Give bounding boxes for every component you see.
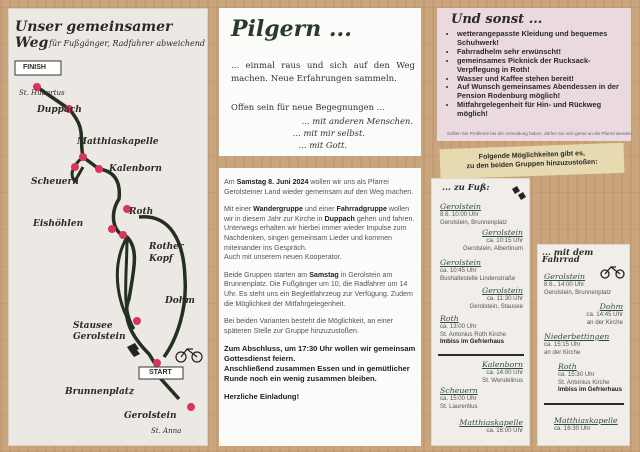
pilgern-quote-2: ... mit mir selbst. [292,128,365,138]
list-item: • Wasser und Kaffee stehen bereit! [457,75,629,84]
walk-stop: Gerolstein ca. 10:45 Uhr Bushaltestelle Lindenstraße [440,258,516,282]
und-sonst-list [441,30,629,119]
pilgern-offen: Offen sein für neue Begegnungen ... [231,102,385,112]
walk-stop: Roth ca. 13:00 Uhr St. Antonius Roth Kirche Imbiss im Gefrierhaus [440,314,507,345]
walking-schedule [431,178,530,446]
list-item: • Fahrradhelm sehr erwünscht! [457,48,629,57]
join-hint-label [440,143,625,179]
bike-stop: Matthiaskapelle ca. 16:30 Uhr [554,416,618,433]
place-gerolstein: Gerolstein [124,411,177,421]
map-subtitle: für Fußgänger, Radfahrer abweichend [49,39,206,48]
start-label: START [149,369,172,376]
pilgern-quote-1: ... mit anderen Menschen. [301,116,413,126]
place-scheuern: Scheuern [31,177,79,187]
walk-stop: Kalenborn ca. 14:00 Uhr St. Wendelinus [481,360,523,384]
place-rother-kopf: Rother Kopf [149,242,184,264]
walk-stop: Gerolstein ca. 10:15 Uhr Gerolstein, Albertinum [463,228,523,252]
invitation-text [219,168,421,446]
contact-note: Sollten Sie Probleme bei der Anmeldung haben, dürfen Sie sich gerne an die Pfarrei wenden. [447,131,633,136]
divider [544,403,624,405]
bike-stop: Roth ca. 15:30 Uhr St. Antonius Kirche Imbiss im Gefrierhaus [558,362,623,393]
walk-stop: Gerolstein ca. 11:30 Uhr Gerolstein, Stausee [469,286,523,310]
para-date: Am Samstag 8. Juni 2024 wollen wir uns als Pfarrei Gerolsteiner Land wieder gemeinsam auf den Weg machen. [224,178,414,196]
map-title: Unser gemeinsamer Weg [15,19,173,51]
route-map [8,8,208,446]
footprints-icon [510,185,528,201]
place-roth: Roth [129,207,154,217]
walk-stop: Scheuern ca. 15:00 Uhr St. Laurentius [440,386,478,410]
und-sonst-panel [437,8,631,141]
bike-stop: Niederbettingen ca. 15:15 Uhr an der Kirche [544,332,610,356]
place-st-anna: St. Anna [151,427,182,435]
join-hint-line-1: Folgende Möglichkeiten gibt es, [478,150,585,161]
place-stausee-gerolstein: Stausee Gerolstein [73,321,126,342]
pilgern-intro: ... einmal raus und sich auf den Weg machen. Neue Erfahrungen sammeln. [231,61,415,84]
join-hint-line-2: zu den beiden Gruppen hinzuzustoßen: [466,158,598,171]
bike-schedule [537,244,630,446]
para-essen: Anschließend zusammen Essen und in gemütlicher Runde noch ein wenig zusammen bleiben. [224,364,410,384]
walk-stop: Matthiaskapelle ca. 16:00 Uhr [459,418,523,435]
para-join: Bei beiden Varianten besteht die Möglichkeit, an einer späteren Stelle zur Gruppe hinzuzustoßen. [224,317,394,335]
pilgern-panel [219,8,421,156]
place-duppach: Duppach [37,105,82,115]
place-dohm: Dohm [165,296,195,306]
pilgern-title: Pilgern ... [231,16,352,42]
walking-title: ... zu Fuß: [442,183,490,193]
walk-stop: Gerolstein 8.6. 10:00 Uhr Gerolstein, Brunnenplatz [440,202,508,226]
place-eishoehlen: Eishöhlen [33,219,84,229]
bike-title: ... mit dem Fahrrad [542,248,594,266]
bike-stop: Gerolstein 8.6., 14:00 Uhr Gerolstein, Brunnenplatz [544,272,612,296]
list-item: • wetterangepasste Kleidung und bequemes Schuhwerk! [457,30,629,48]
place-st-hubertus: St. Hubertus [19,89,65,97]
para-groups: Mit einer Wandergruppe und einer Fahrradgruppe wollen wir in diesem Jahr zur Kirche in Duppach gehen und fahren. Unterwegs erhalten wir hierbei immer wieder Impulse zum Nachdenken, singen gemeinsam Lieder und kommen miteinander ins Gespräch. Auch mit unserem neuen Kooperator. [224,205,415,262]
place-kalenborn: Kalenborn [109,164,162,174]
divider [438,354,524,356]
place-brunnenplatz: Brunnenplatz [65,387,135,397]
list-item: • gemeinsames Picknick der Rucksack-Verpflegung in Roth! [457,57,629,75]
und-sonst-title: Und sonst ... [451,12,543,27]
pilgern-quote-3: ... mit Gott. [298,140,347,150]
para-abschluss: Zum Abschluss, um 17:30 Uhr wollen wir gemeinsam Gottesdienst feiern. [224,344,416,364]
bike-stop: Dohm ca. 14:45 Uhr an der Kirche [586,302,623,326]
para-start: Beide Gruppen starten am Samstag in Gerolstein am Brunnenplatz. Die Fußgänger um 10, die Radfahrer um 14 Uhr. Es steht uns ein Begleitfahrzeug zur Verfügung. Zudem die Möglichkeit der Mitfahrgelegenheit. [224,270,413,308]
list-item: • Auf Wunsch gemeinsames Abendessen in der Pension Rodenburg möglich! [457,83,629,101]
finish-label: FINISH [23,64,46,71]
place-matthiaskapelle: Matthiaskapelle [77,137,159,147]
list-item: • Mitfahrgelegenheit für Hin- und Rückweg möglich! [457,101,629,119]
para-einladung: Herzliche Einladung! [224,392,300,402]
